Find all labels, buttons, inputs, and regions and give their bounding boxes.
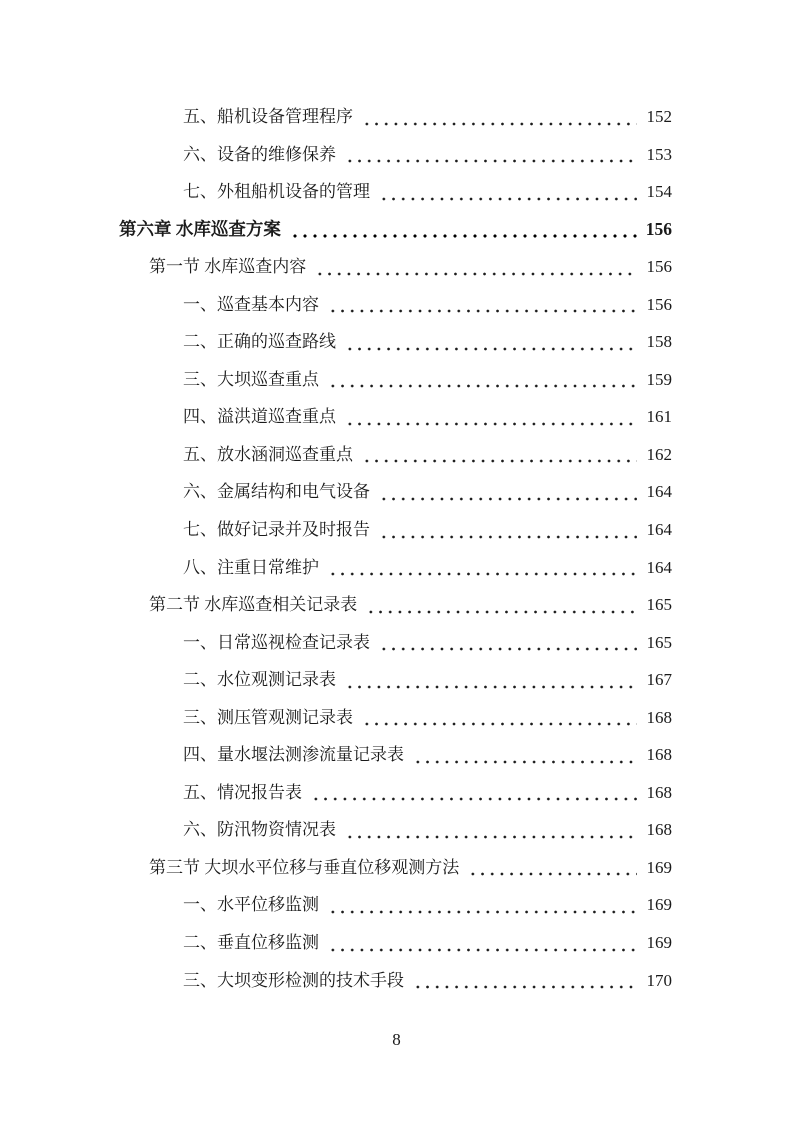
- dot-leader: [379, 511, 637, 549]
- toc-entry-title: 三、大坝巡查重点: [183, 369, 319, 389]
- toc-entry: [119, 924, 672, 962]
- toc-entry: [119, 849, 672, 887]
- toc-entry: [119, 699, 672, 737]
- toc-entry-page-number: 153: [646, 144, 672, 164]
- toc-entry-title: 六、金属结构和电气设备: [183, 482, 370, 502]
- toc-entry-page-number: 162: [646, 444, 672, 464]
- footer-page-number: 8: [392, 1030, 401, 1049]
- dot-leader: [345, 661, 637, 699]
- dot-leader: [366, 586, 637, 624]
- toc-entry: [119, 962, 672, 1000]
- toc-entry-title: 七、外租船机设备的管理: [183, 182, 370, 202]
- toc-entry-page-number: 164: [646, 482, 672, 502]
- toc-entry-title: 六、防汛物资情况表: [183, 820, 336, 840]
- dot-leader: [413, 736, 637, 774]
- toc-entry-page-number: 167: [646, 670, 672, 690]
- toc-entry-title: 一、水平位移监测: [183, 895, 319, 915]
- dot-leader: [362, 436, 637, 474]
- dot-leader: [311, 774, 637, 812]
- toc-entry: [119, 886, 672, 924]
- toc-entry-title: 三、测压管观测记录表: [183, 707, 353, 727]
- toc-entry-title: 七、做好记录并及时报告: [183, 520, 370, 540]
- toc-entry: [119, 436, 672, 474]
- toc-entry-title: 五、情况报告表: [183, 782, 302, 802]
- toc-entry-page-number: 164: [646, 520, 672, 540]
- toc-entry: [119, 136, 672, 174]
- toc-entry-page-number: 161: [646, 407, 672, 427]
- toc-entry: [119, 661, 672, 699]
- dot-leader: [362, 98, 637, 136]
- toc-entry-page-number: 159: [646, 369, 672, 389]
- toc-entry-title: 四、量水堰法测渗流量记录表: [183, 745, 404, 765]
- toc-entry-page-number: 156: [646, 294, 672, 314]
- toc-entry-title: 第三节 大坝水平位移与垂直位移观测方法: [149, 857, 460, 877]
- toc-entry-page-number: 168: [646, 707, 672, 727]
- toc-entry-page-number: 164: [646, 557, 672, 577]
- toc-entry-page-number: 168: [646, 745, 672, 765]
- toc-entry: [119, 398, 672, 436]
- toc-entry-title: 五、船机设备管理程序: [183, 107, 353, 126]
- toc-entry: [119, 586, 672, 624]
- toc-entry-title: 五、放水涵洞巡查重点: [183, 444, 353, 464]
- toc-entry: [119, 473, 672, 511]
- dot-leader: [413, 962, 637, 1000]
- toc-entry: [119, 248, 672, 286]
- toc-entry: [119, 624, 672, 662]
- toc-entry: [119, 511, 672, 549]
- dot-leader: [328, 286, 637, 324]
- toc-entry-page-number: 169: [646, 857, 672, 877]
- toc-entry: [119, 98, 672, 136]
- toc-entry-page-number: 156: [646, 257, 672, 277]
- dot-leader: [345, 136, 637, 174]
- toc-entry: [119, 361, 672, 399]
- dot-leader: [345, 811, 637, 849]
- table-of-contents: [119, 98, 672, 999]
- toc-entry-title: 第六章 水库巡查方案: [119, 218, 281, 239]
- toc-entry-page-number: 168: [646, 820, 672, 840]
- toc-entry-page-number: 152: [646, 107, 672, 126]
- toc-entry: [119, 286, 672, 324]
- toc-entry: [119, 736, 672, 774]
- toc-entry-page-number: 169: [646, 933, 672, 953]
- toc-entry-page-number: 165: [646, 595, 672, 615]
- toc-entry: [119, 549, 672, 587]
- dot-leader: [315, 248, 637, 286]
- toc-entry-title: 二、水位观测记录表: [183, 670, 336, 690]
- dot-leader: [345, 323, 637, 361]
- toc-entry-page-number: 170: [646, 970, 672, 990]
- toc-entry-page-number: 156: [645, 218, 672, 239]
- toc-entry-title: 二、正确的巡查路线: [183, 332, 336, 352]
- toc-entry: [119, 323, 672, 361]
- dot-leader: [468, 849, 637, 887]
- dot-leader: [379, 624, 637, 662]
- toc-entry-page-number: 165: [646, 632, 672, 652]
- dot-leader: [379, 473, 637, 511]
- toc-entry: [119, 173, 672, 211]
- dot-leader: [290, 211, 637, 249]
- toc-entry: [119, 774, 672, 812]
- dot-leader: [328, 924, 637, 962]
- toc-entry: [119, 811, 672, 849]
- toc-entry-title: 三、大坝变形检测的技术手段: [183, 970, 404, 990]
- dot-leader: [345, 398, 637, 436]
- dot-leader: [328, 549, 637, 587]
- dot-leader: [379, 173, 637, 211]
- toc-entry-page-number: 168: [646, 782, 672, 802]
- toc-entry-title: 八、注重日常维护: [183, 557, 319, 577]
- toc-entry-page-number: 158: [646, 332, 672, 352]
- toc-entry-title: 二、垂直位移监测: [183, 933, 319, 953]
- dot-leader: [362, 699, 637, 737]
- toc-entry: [119, 211, 672, 249]
- dot-leader: [328, 886, 637, 924]
- dot-leader: [328, 361, 637, 399]
- toc-entry-page-number: 169: [646, 895, 672, 915]
- toc-entry-title: 六、设备的维修保养: [183, 144, 336, 164]
- toc-entry-title: 第二节 水库巡查相关记录表: [149, 595, 358, 615]
- toc-entry-title: 四、溢洪道巡查重点: [183, 407, 336, 427]
- toc-entry-title: 一、巡查基本内容: [183, 294, 319, 314]
- toc-entry-page-number: 154: [646, 182, 672, 202]
- toc-entry-title: 一、日常巡视检查记录表: [183, 632, 370, 652]
- toc-entry-title: 第一节 水库巡查内容: [149, 257, 307, 277]
